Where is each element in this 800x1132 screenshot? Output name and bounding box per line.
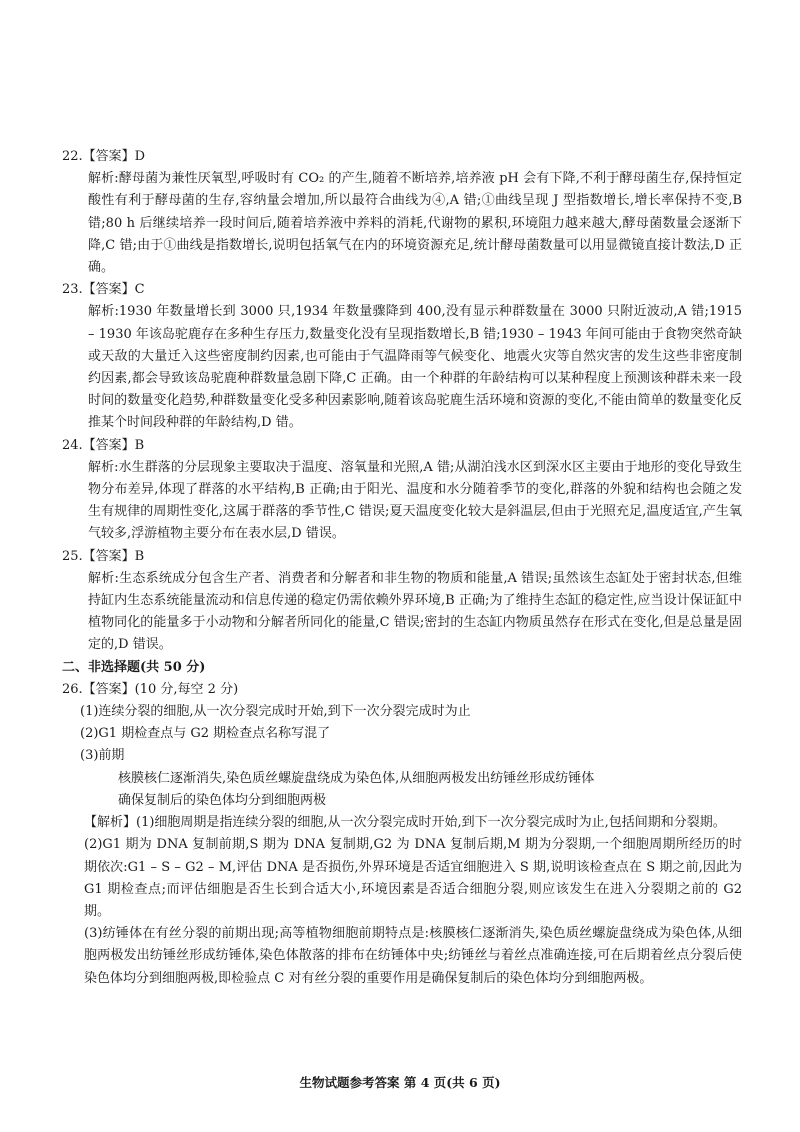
q26-answer-3: (3)前期 [80,748,125,764]
q22-answer: 22.【答案】D [62,149,146,164]
q25-answer: 25.【答案】B [62,548,145,564]
q22-explanation: 解析:酵母菌为兼性厌氧型,呼吸时有 CO₂ 的产生,随着不断培养,培养液 pH 会有下降,不利于酵母菌生存,保持恒定酸性有利于酵母菌的生存,容纳量会增加,所以最符合曲线为④,A 错;①曲线呈现 J 型指数增长,增长率保持不变,B 错;80 h 后继续培养一段时间后,随着培养液中养料的消耗,代谢物的累积,环境阻力越来越大,酵母菌数量会逐渐下降,C 错;由于①曲线是指数增长,说明包括氧气在内的环境资源充足,统计酵母菌数量可以用显微镜直接计数法,D 正确。 [88,171,742,276]
q23-answer: 23.【答案】C [62,282,145,298]
q26-explanation-1: 【解析】(1)细胞周期是指连续分裂的细胞,从一次分裂完成时开始,到下一次分裂完成时为止,包括间期和分裂期。 [84,815,726,831]
q26-answer-3-detail-2: 确保复制后的染色体均分到细胞两极 [118,792,327,808]
q26-explanation-2: (2)G1 期为 DNA 复制前期,S 期为 DNA 复制期,G2 为 DNA 复制后期,M 期为分裂期,一个细胞周期所经历的时期依次:G1 – S – G2 – M,评估 DNA 是否损伤,外界环境是否适宜细胞进入 S 期,说明该检查点在 S 期之前,因此为 G1 期检查点;而评估细胞是否生长到合适大小,环境因素是否适合细胞分裂,则应该发生在进入分裂期之前的 G2 期。 [84,837,742,919]
q24-explanation: 解析:水生群落的分层现象主要取决于温度、溶氧量和光照,A 错;从湖泊浅水区到深水区主要由于地形的变化导致生物分布差异,体现了群落的水平结构,B 正确;由于阳光、温度和水分随着季节的变化,群落的外貌和结构也会随之发生有规律的周期性变化,这属于群落的季节性,C 错误;夏天温度变化较大是斜温层,但由于光照充足,温度适宜,产生氧气较多,浮游植物主要分布在表水层,D 错误。 [88,459,742,542]
q23-explanation: 解析:1930 年数量增长到 3000 只,1934 年数量骤降到 400,没有显示种群数量在 3000 只附近波动,A 错;1915 – 1930 年该岛驼鹿存在多种生存压力,数量变化没有呈现指数增长,B 错;1930 – 1943 年间可能由于食物突然奇缺或天敌的大量迁入这些密度制约因素,也可能由于气温降雨等气候变化、地震火灾等自然灾害的发生这些非密度制约因素,都会导致该岛驼鹿种群数量急剧下降,C 正确。由一个种群的年龄结构可以某种程度上预测该种群未来一段时间的数量变化趋势,种群数量变化受多种因素影响,随着该岛驼鹿生活环境和资源的变化,不能由简单的数量变化反推某个时间段种群的年龄结构,D 错。 [88,304,742,431]
q25-explanation: 解析:生态系统成分包含生产者、消费者和分解者和非生物的物质和能量,A 错误;虽然该生态缸处于密封状态,但维持缸内生态系统能量流动和信息传递的稳定仍需依赖外界环境,B 正确;为了维持生态缸的稳定性,应当设计保证缸中植物同化的能量多于小动物和分解者所同化的能量,C 错误;密封的生态缸内物质虽然存在形式在变化,但是总量是固定的,D 错误。 [88,570,742,653]
q26-answer-3-detail-1: 核膜核仁逐渐消失,染色质丝螺旋盘绕成为染色体,从细胞两极发出纺锤丝形成纺锤体 [118,770,595,786]
page-footer: 生物试题参考答案 第 4 页(共 6 页) [299,1075,501,1090]
q26-explanation-3: (3)纺锤体在有丝分裂的前期出现;高等植物细胞前期特点是:核膜核仁逐渐消失,染色质丝螺旋盘绕成为染色体,从细胞两极发出纺锤丝形成纺锤体,染色体散落的排布在纺锤体中央;纺锤丝与着丝点准确连接,可在后期着丝点分裂后使染色体均分到细胞两极,即检验点 C 对有丝分裂的重要作用是确保复制后的染色体均分到细胞两极。 [84,926,742,986]
answer-content [62,146,742,990]
section-title: 二、非选择题(共 50 分) [62,659,206,675]
q26-answer-2: (2)G1 期检查点与 G2 期检查点名称写混了 [80,726,331,742]
q24-answer: 24.【答案】B [62,437,145,453]
q26-answer: 26.【答案】(10 分,每空 2 分) [62,681,239,697]
q26-answer-1: (1)连续分裂的细胞,从一次分裂完成时开始,到下一次分裂完成时为止 [80,704,471,720]
